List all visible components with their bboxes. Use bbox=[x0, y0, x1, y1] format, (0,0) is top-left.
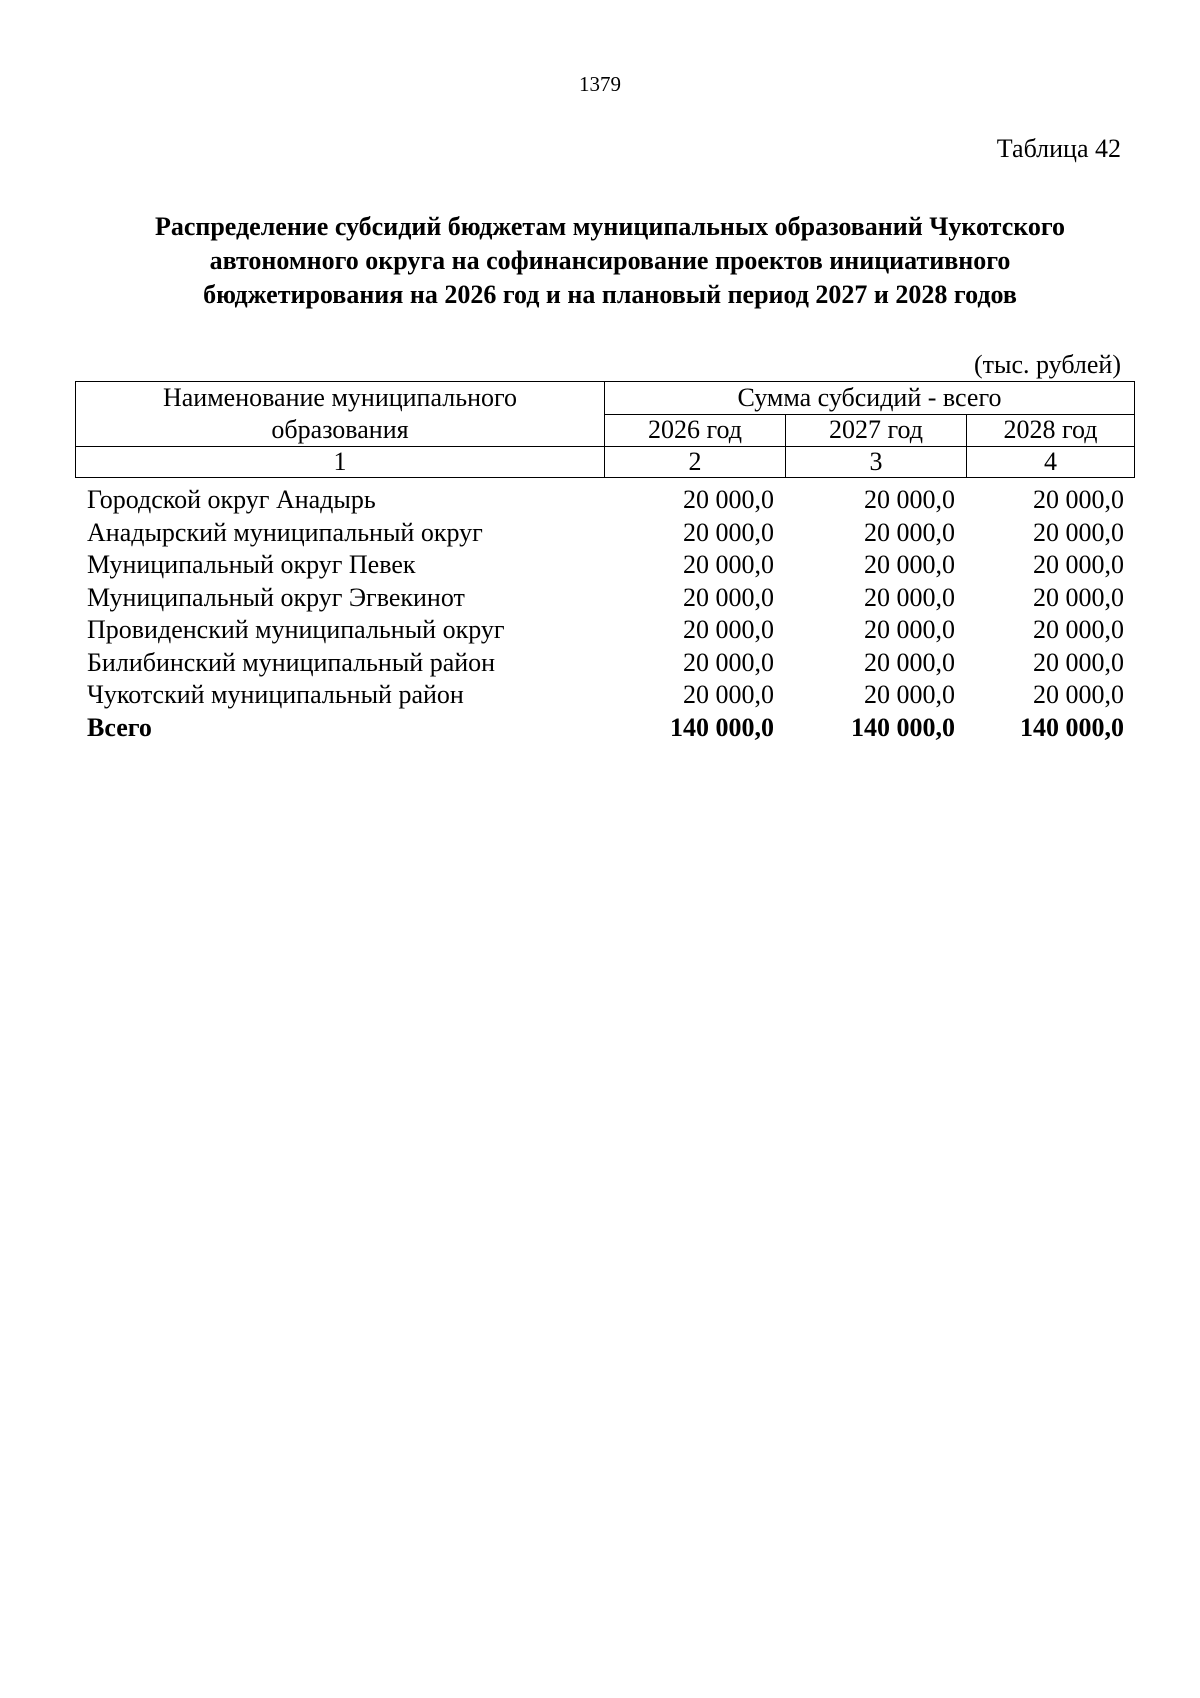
col-number-1: 1 bbox=[76, 447, 605, 478]
row-value-2027: 20 000,0 bbox=[864, 680, 955, 709]
header-row-1 bbox=[76, 382, 1135, 415]
total-value-2027: 140 000,0 bbox=[851, 712, 955, 742]
row-value-2028: 20 000,0 bbox=[1033, 550, 1124, 579]
header-column-numbers bbox=[76, 447, 1135, 478]
row-value-2026: 20 000,0 bbox=[683, 647, 774, 677]
row-value-2026: 20 000,0 bbox=[683, 615, 774, 644]
header-year-2028: 2028 год bbox=[967, 414, 1135, 447]
row-value-2028: 20 000,0 bbox=[1033, 517, 1124, 547]
header-year-2027: 2027 год bbox=[786, 414, 967, 447]
header-name-column bbox=[76, 382, 605, 447]
row-value-2026: 20 000,0 bbox=[683, 517, 774, 547]
row-value-2027: 20 000,0 bbox=[864, 517, 955, 547]
row-value-2028: 20 000,0 bbox=[1033, 485, 1124, 514]
row-value-2028: 20 000,0 bbox=[1033, 615, 1124, 644]
row-value-2027: 20 000,0 bbox=[864, 615, 955, 644]
row-value-2027: 20 000,0 bbox=[864, 550, 955, 579]
row-name: Анадырский муниципальный округ bbox=[87, 517, 483, 547]
row-value-2026: 20 000,0 bbox=[683, 485, 774, 514]
total-value-2028: 140 000,0 bbox=[1020, 712, 1124, 742]
page-number: 1379 bbox=[579, 72, 621, 96]
row-name: Муниципальный округ Певек bbox=[87, 550, 416, 579]
total-row bbox=[75, 712, 1134, 745]
total-label: Всего bbox=[87, 712, 152, 742]
table-row bbox=[75, 517, 1134, 550]
row-name: Городской округ Анадырь bbox=[87, 485, 376, 514]
row-value-2028: 20 000,0 bbox=[1033, 680, 1124, 709]
table-row bbox=[75, 647, 1134, 680]
document-title bbox=[90, 210, 1130, 312]
header-year-2026: 2026 год bbox=[605, 414, 786, 447]
col-number-3: 3 bbox=[786, 447, 967, 478]
row-value-2026: 20 000,0 bbox=[683, 582, 774, 612]
row-value-2028: 20 000,0 bbox=[1033, 582, 1124, 612]
row-name: Чукотский муниципальный район bbox=[87, 680, 464, 709]
row-name: Билибинский муниципальный район bbox=[87, 647, 496, 677]
title-line-2: автономного округа на софинансирование проектов инициативного bbox=[209, 246, 1011, 275]
table-label: Таблица 42 bbox=[996, 134, 1121, 163]
row-name: Муниципальный округ Эгвекинот bbox=[87, 582, 465, 612]
header-name-line-2: образования bbox=[271, 415, 409, 444]
table-row bbox=[75, 549, 1134, 582]
col-number-4: 4 bbox=[967, 447, 1135, 478]
table-row bbox=[75, 614, 1134, 647]
units-label: (тыс. рублей) bbox=[973, 350, 1121, 379]
row-value-2027: 20 000,0 bbox=[864, 582, 955, 612]
row-value-2026: 20 000,0 bbox=[683, 550, 774, 579]
title-line-3: бюджетирования на 2026 год и на плановый период 2027 и 2028 годов bbox=[203, 280, 1017, 309]
table-row bbox=[75, 679, 1134, 712]
col-number-2: 2 bbox=[605, 447, 786, 478]
row-value-2026: 20 000,0 bbox=[683, 680, 774, 709]
table-row bbox=[75, 484, 1134, 517]
row-value-2027: 20 000,0 bbox=[864, 647, 955, 677]
total-value-2026: 140 000,0 bbox=[670, 712, 774, 742]
header-name-line-1: Наименование муниципального bbox=[162, 383, 518, 412]
row-name: Провиденский муниципальный округ bbox=[87, 615, 505, 644]
table-body bbox=[75, 484, 1134, 744]
row-value-2028: 20 000,0 bbox=[1033, 647, 1124, 677]
header-sum-group: Сумма субсидий - всего bbox=[605, 382, 1135, 415]
table-header bbox=[75, 381, 1135, 478]
row-value-2027: 20 000,0 bbox=[864, 485, 955, 514]
title-line-1: Распределение субсидий бюджетам муниципальных образований Чукотского bbox=[154, 212, 1066, 241]
table-row bbox=[75, 582, 1134, 615]
